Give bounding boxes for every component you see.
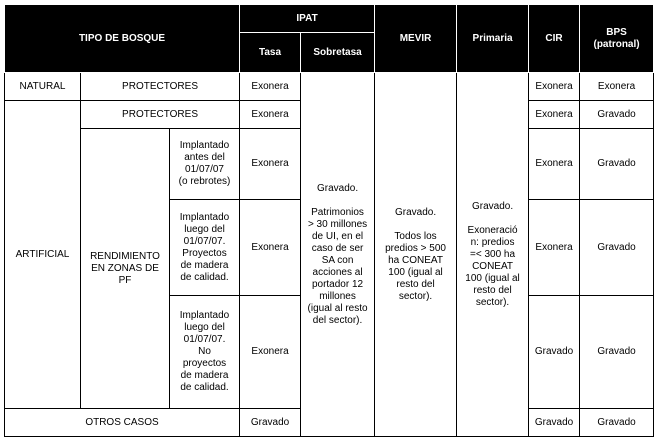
cell-sobretasa-merged bbox=[301, 73, 375, 437]
r3-desc-line: proyectos bbox=[182, 358, 227, 369]
sobretasa-line: SA con bbox=[321, 254, 354, 266]
primaria-line: n: predios bbox=[470, 236, 515, 248]
r2-desc-line: 01/07/07. bbox=[183, 235, 226, 247]
header-tipo-de-bosque: TIPO DE BOSQUE bbox=[5, 5, 240, 73]
cell-artificial-label: ARTIFICIAL bbox=[5, 101, 81, 409]
r1-desc-line: (o rebrotes) bbox=[178, 176, 231, 187]
r2-desc-line: de calidad. bbox=[180, 271, 229, 283]
cell-artificial-protectores-cir: Exonera bbox=[529, 101, 580, 129]
cell-artificial-protectores-tasa: Exonera bbox=[240, 101, 301, 129]
header-bps-line-1: BPS bbox=[606, 26, 627, 38]
r3-desc-line: luego del bbox=[184, 322, 225, 333]
cell-r2-tasa: Exonera bbox=[240, 200, 301, 296]
cell-r2-cir: Exonera bbox=[529, 200, 580, 296]
cell-r3-tasa: Exonera bbox=[240, 296, 301, 409]
r3-desc-line: de calidad. bbox=[180, 382, 229, 393]
cell-mevir-merged bbox=[375, 73, 457, 437]
cell-otros-label: OTROS CASOS bbox=[5, 409, 240, 437]
cell-r2-desc bbox=[170, 200, 240, 296]
primaria-line: 100 (igual al bbox=[465, 272, 520, 284]
forest-tax-table bbox=[4, 4, 654, 437]
mevir-line: sector). bbox=[398, 290, 433, 302]
cell-r3-bps: Gravado bbox=[580, 296, 654, 409]
primaria-line: sector). bbox=[475, 296, 510, 308]
sobretasa-line: portador 12 bbox=[311, 278, 364, 290]
cell-otros-tasa: Gravado bbox=[240, 409, 301, 437]
header-ipat: IPAT bbox=[240, 5, 375, 33]
header-sobretasa: Sobretasa bbox=[301, 33, 375, 73]
mevir-line: ha CONEAT bbox=[388, 254, 443, 266]
primaria-first-line: Gravado. bbox=[471, 200, 514, 212]
sobretasa-line: Patrimonios bbox=[311, 206, 364, 218]
cell-natural-cir: Exonera bbox=[529, 73, 580, 101]
mevir-line: Todos los bbox=[394, 230, 437, 242]
primaria-line: =< 300 ha bbox=[470, 248, 516, 260]
cell-otros-cir: Gravado bbox=[529, 409, 580, 437]
sobretasa-line: > 30 millones bbox=[307, 218, 368, 230]
cell-artificial-protectores: PROTECTORES bbox=[81, 101, 240, 129]
cell-r3-desc bbox=[170, 296, 240, 409]
header-row-1 bbox=[5, 5, 654, 33]
cell-r1-cir: Exonera bbox=[529, 129, 580, 200]
r2-desc-line: Implantado bbox=[179, 211, 230, 223]
r2-desc-line: luego del bbox=[184, 223, 225, 235]
cell-artificial-protectores-bps: Gravado bbox=[580, 101, 654, 129]
r3-desc-line: de madera bbox=[180, 370, 229, 381]
cell-natural-label: NATURAL bbox=[5, 73, 81, 101]
cell-rendimiento-label: RENDIMIENTO EN ZONAS DE PF bbox=[81, 129, 170, 409]
header-bps bbox=[580, 5, 654, 73]
cell-natural-bps: Exonera bbox=[580, 73, 654, 101]
sobretasa-line: del sector). bbox=[312, 314, 363, 326]
r1-desc-line: Implantado bbox=[179, 140, 230, 151]
r1-desc-line: 01/07/07 bbox=[185, 164, 224, 175]
primaria-line: CONEAT bbox=[472, 260, 514, 272]
r2-desc-line: Proyectos bbox=[182, 247, 227, 259]
sobretasa-line: acciones al bbox=[312, 266, 363, 278]
cell-r1-desc bbox=[170, 129, 240, 200]
table-row-natural bbox=[5, 73, 654, 101]
header-cir: CIR bbox=[529, 5, 580, 73]
header-primaria: Primaria bbox=[457, 5, 529, 73]
cell-r2-bps: Gravado bbox=[580, 200, 654, 296]
cell-natural-tasa: Exonera bbox=[240, 73, 301, 101]
primaria-line: resto del bbox=[473, 284, 512, 296]
mevir-line: resto del bbox=[396, 278, 435, 290]
cell-r1-tasa: Exonera bbox=[240, 129, 301, 200]
mevir-first-line: Gravado. bbox=[394, 206, 437, 218]
mevir-line: predios > 500 bbox=[385, 242, 446, 254]
sobretasa-line: de UI, en el bbox=[311, 230, 364, 242]
header-mevir: MEVIR bbox=[375, 5, 457, 73]
sobretasa-first-line: Gravado. bbox=[316, 182, 359, 194]
header-tasa: Tasa bbox=[240, 33, 301, 73]
sobretasa-line: caso de ser bbox=[311, 242, 364, 254]
cell-otros-bps: Gravado bbox=[580, 409, 654, 437]
r1-desc-line: antes del bbox=[184, 152, 225, 163]
mevir-line: 100 (igual al bbox=[388, 266, 443, 278]
cell-r3-cir: Gravado bbox=[529, 296, 580, 409]
sobretasa-line: millones bbox=[319, 290, 356, 302]
r3-desc-line: No bbox=[198, 346, 211, 357]
r2-desc-line: de madera bbox=[180, 259, 229, 271]
r3-desc-line: 01/07/07. bbox=[183, 334, 226, 345]
cell-r1-bps: Gravado bbox=[580, 129, 654, 200]
sobretasa-line: (igual al resto bbox=[307, 302, 368, 314]
cell-primaria-merged bbox=[457, 73, 529, 437]
header-bps-line-2: (patronal) bbox=[593, 38, 640, 50]
primaria-line: Exoneració bbox=[467, 224, 518, 236]
r3-desc-line: Implantado bbox=[179, 310, 230, 321]
cell-natural-protectores: PROTECTORES bbox=[81, 73, 240, 101]
